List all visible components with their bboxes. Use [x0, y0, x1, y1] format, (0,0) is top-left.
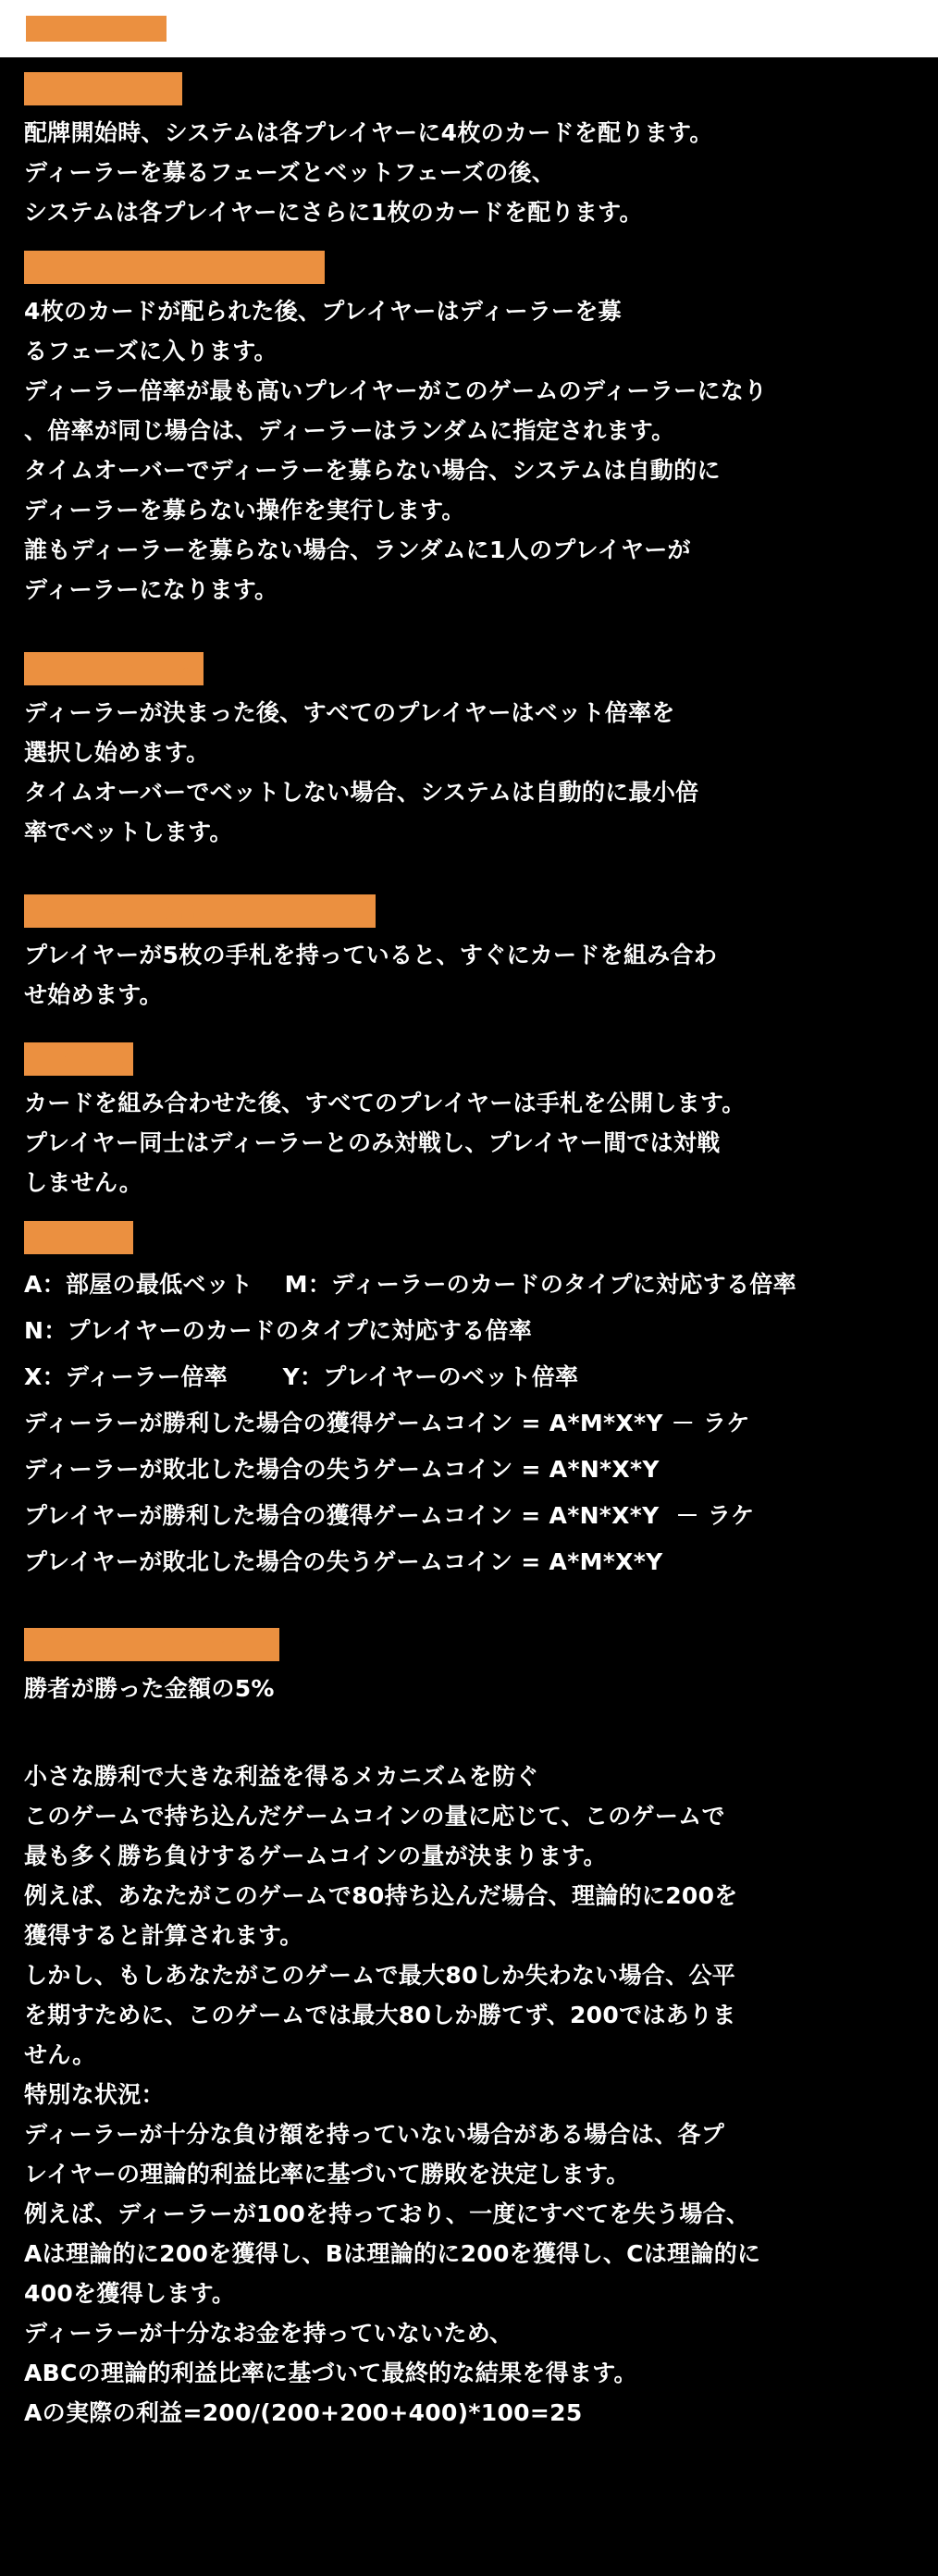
section-showdown	[24, 1028, 914, 1202]
body-line: プレイヤーが敗北した場合の失うゲームコイン = A*M*X*Y	[24, 1548, 663, 1575]
section-deal-cards	[24, 57, 914, 232]
section-bet-phase	[24, 637, 914, 852]
body-line: 誰もディーラーを募らない場合、ランダムに1人のプレイヤーが	[24, 536, 691, 563]
section-title: カードを組み合わせるフェーズ	[24, 894, 376, 928]
body-line: しません。	[24, 1169, 143, 1196]
body-line: るフェーズに入ります。	[24, 338, 278, 364]
section-rake	[24, 1613, 914, 1708]
body-line: 4枚のカードが配られた後、プレイヤーはディーラーを募	[24, 298, 622, 325]
body-line: ディーラーが勝利した場合の獲得ゲームコイン = A*M*X*Y － ラケ	[24, 1410, 750, 1436]
body-line: A：部屋の最低ベット M：ディーラーのカードのタイプに対応する倍率	[24, 1271, 796, 1298]
body-line: X：ディーラー倍率 Y：プレイヤーのベット倍率	[24, 1363, 579, 1390]
section-title: 手札公開	[24, 1042, 133, 1076]
body-line: 特別な状況：	[24, 2081, 165, 2108]
body-line: 選択し始めます。	[24, 739, 210, 766]
body-line: 400を獲得します。	[24, 2280, 236, 2307]
top-bar	[0, 0, 938, 57]
body-line: 勝者が勝った金額の5%	[24, 1675, 275, 1702]
body-line: システムは各プレイヤーにさらに1枚のカードを配ります。	[24, 199, 643, 226]
body-line: ディーラーを募らない操作を実行します。	[24, 497, 465, 524]
spacer	[24, 1018, 914, 1028]
body-line: カードを組み合わせた後、すべてのプレイヤーは手札を公開します。	[24, 1090, 746, 1116]
section-title: ベットフェーズ	[24, 652, 204, 685]
body-line: 小さな勝利で大きな利益を得るメカニズムを防ぐ	[24, 1763, 539, 1790]
body-line: ディーラーになります。	[24, 576, 278, 603]
body-line: タイムオーバーでベットしない場合、システムは自動的に最小倍	[24, 779, 699, 806]
body-line: レイヤーの理論的利益比率に基づいて勝敗を決定します。	[24, 2161, 630, 2188]
body-line: 率でベットします。	[24, 819, 233, 845]
body-line: Aの実際の利益=200/(200+200+400)*100=25	[24, 2399, 583, 2426]
body-line: プレイヤーが5枚の手札を持っていると、すぐにカードを組み合わ	[24, 942, 718, 968]
body-line: せ始めます。	[24, 981, 163, 1008]
spacer	[24, 1589, 914, 1613]
body-line: N：プレイヤーのカードのタイプに対応する倍率	[24, 1317, 533, 1344]
body-line: ディーラー倍率が最も高いプレイヤーがこのゲームのディーラーになり	[24, 377, 768, 404]
body-line: 例えば、ディーラーが100を持っており、一度にすべてを失う場合、	[24, 2200, 750, 2227]
body-line: ディーラーを募るフェーズとベットフェーズの後、	[24, 159, 556, 186]
body-line: ディーラーが十分なお金を持っていないため、	[24, 2320, 513, 2347]
body-line: 、倍率が同じ場合は、ディーラーはランダムに指定されます。	[24, 417, 675, 444]
body-line: ディーラーが十分な負け額を持っていない場合がある場合は、各プ	[24, 2121, 725, 2148]
section-combine-cards	[24, 880, 914, 1015]
body-line: このゲームで持ち込んだゲームコインの量に応じて、このゲームで	[24, 1803, 725, 1830]
body-line: しかし、もしあなたがこのゲームで最大80しか失わない場合、公平	[24, 1962, 736, 1989]
body-line: せん。	[24, 2041, 96, 2068]
section-settlement	[24, 1206, 914, 1585]
redacted-title-bar	[26, 16, 167, 42]
section-special-rules	[24, 1756, 914, 2433]
spacer	[24, 856, 914, 880]
body-line: プレイヤーが勝利した場合の獲得ゲームコイン = A*N*X*Y － ラケ	[24, 1502, 755, 1529]
body-line: 獲得すると計算されます。	[24, 1922, 303, 1949]
body-line: 最も多く勝ち負けするゲームコインの量が決まります。	[24, 1843, 607, 1869]
body-line: 配牌開始時、システムは各プレイヤーに4枚のカードを配ります。	[24, 119, 713, 146]
spacer	[24, 1712, 914, 1756]
section-title: ディーラーを募るフェーズ	[24, 251, 325, 284]
section-title: ラケ（手数料）ルール	[24, 1628, 279, 1661]
section-title: 清算方法	[24, 1221, 133, 1254]
body-line: タイムオーバーでディーラーを募らない場合、システムは自動的に	[24, 457, 721, 484]
body-line: ディーラーが決まった後、すべてのプレイヤーはベット倍率を	[24, 699, 675, 726]
section-title: カードを配る	[24, 72, 182, 105]
body-line: 例えば、あなたがこのゲームで80持ち込んだ場合、理論的に200を	[24, 1882, 738, 1909]
section-recruit-dealer	[24, 236, 914, 610]
body-line: ディーラーが敗北した場合の失うゲームコイン = A*N*X*Y	[24, 1456, 660, 1483]
body-line: プレイヤー同士はディーラーとのみ対戦し、プレイヤー間では対戦	[24, 1129, 721, 1156]
spacer	[24, 613, 914, 637]
body-line: ABCの理論的利益比率に基づいて最終的な結果を得ます。	[24, 2360, 637, 2386]
body-line: を期すために、このゲームでは最大80しか勝てず、200ではありま	[24, 2002, 736, 2028]
rules-content	[0, 57, 938, 2433]
body-line: Aは理論的に200を獲得し、Bは理論的に200を獲得し、Cは理論的に	[24, 2240, 761, 2267]
